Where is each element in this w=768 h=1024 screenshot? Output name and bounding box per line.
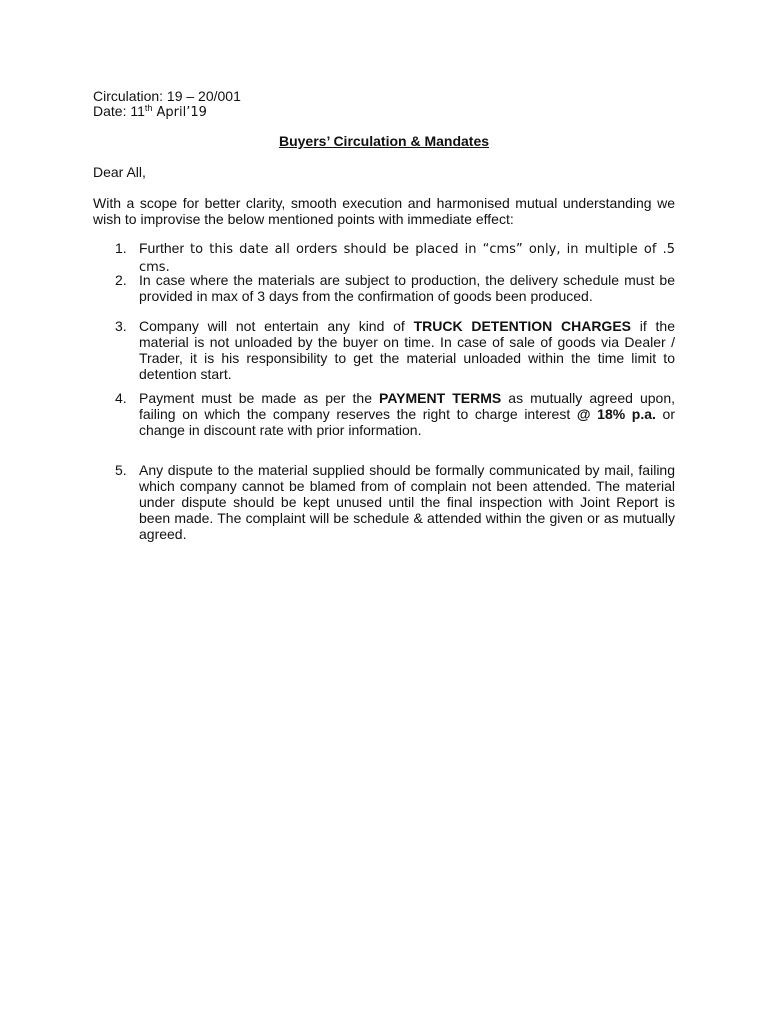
document-title: Buyers’ Circulation & Mandates (278, 133, 490, 149)
list-item-text-part: Company will not entertain any kind of (139, 318, 414, 334)
list-item-text: Any dispute to the material supplied should be formally communicated by mail, failing which company cannot be blamed from of complain not been attended. The material under dispute should be kept unused until the final inspection with Joint Report is been made. The complaint will be schedule & attended within the given or as mutually agreed. (139, 462, 675, 542)
list-item-text: In case where the materials are subject to production, the delivery schedule must be provided in max of 3 days from the confirmation of goods been produced. (139, 272, 675, 304)
list-item-text-part: or change in discount rate with prior information. (139, 406, 675, 438)
list-item-emphasis: PAYMENT TERMS (379, 390, 502, 406)
intro-paragraph: With a scope for better clarity, smooth execution and harmonised mutual understanding we wish to improvise the below mentioned points with immediate effect: (93, 195, 675, 227)
list-item-number: 1. (115, 240, 127, 256)
date-superscript: th (144, 103, 153, 113)
list-item-text-part: if the material is not unloaded by the buyer on time. In case of sale of goods via Dealer / Trader, it is his responsibility to get the material unloaded within the time limit to detention start. (139, 318, 675, 382)
circulation-number: Circulation: 19 – 20/001 (93, 88, 241, 104)
list-item-text-part: Further (139, 240, 191, 256)
list-item-emphasis: @ 18% p.a. (576, 406, 656, 422)
list-item-number: 2. (115, 272, 127, 288)
list-item-text-part: Payment must be made as per the (139, 390, 380, 406)
list-item-text (139, 318, 675, 382)
salutation: Dear All, (93, 164, 146, 180)
list-item-number: 3. (115, 318, 127, 334)
list-item-number: 5. (115, 462, 127, 478)
date-suffix: April’19 (152, 105, 207, 120)
list-item-text (139, 390, 675, 438)
list-item-emphasis: TRUCK DETENTION CHARGES (413, 318, 631, 334)
list-item-text (139, 240, 675, 276)
list-item-number: 4. (115, 390, 127, 406)
date-prefix: Date: 11 (93, 103, 145, 119)
circulation-date (93, 103, 207, 121)
list-item-text-part: as mutually agreed upon, failing on which the company reserves the right to charge interest (139, 390, 675, 422)
list-item-text-part: to this date all orders should be placed in “cms” only, in multiple of .5 cms. (139, 242, 675, 275)
